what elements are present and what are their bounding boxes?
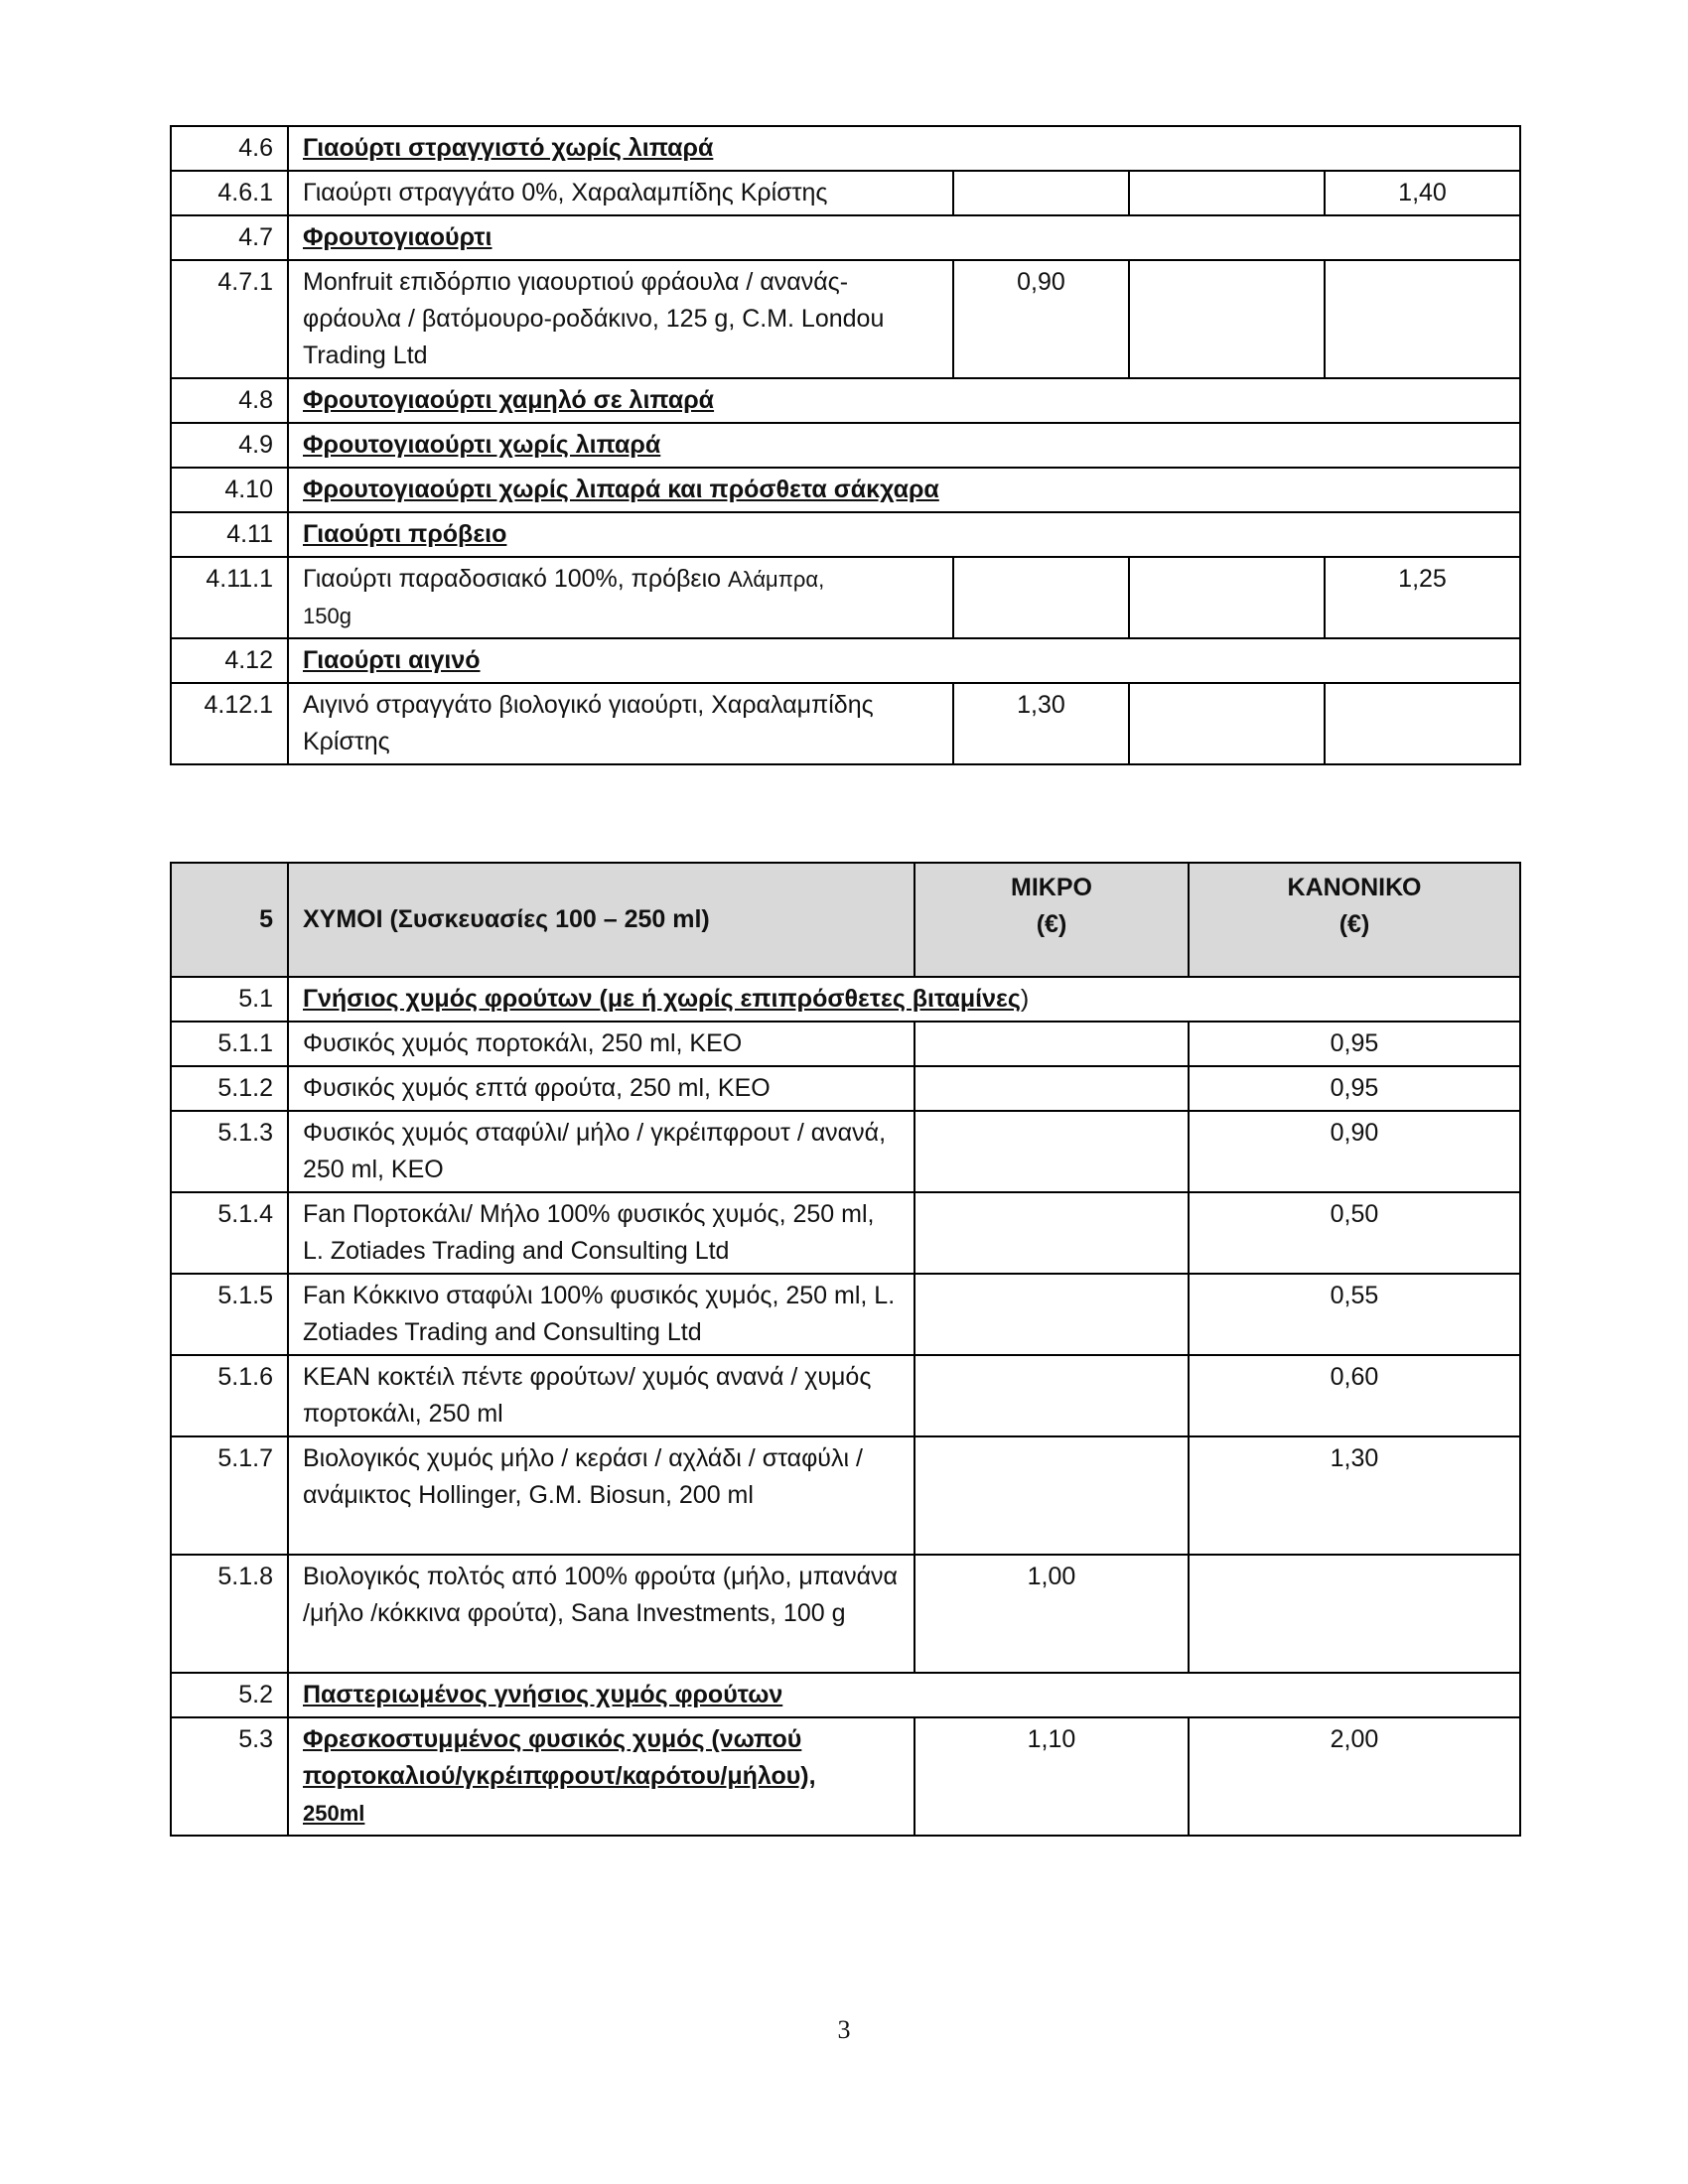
row-number: 4.7.1 (171, 260, 288, 378)
table-row (171, 977, 1520, 1022)
row-number: 5.1.3 (171, 1111, 288, 1192)
table-row (171, 1717, 1520, 1836)
table-header-row (171, 863, 1520, 977)
table-row (171, 378, 1520, 423)
row-number: 5.1.2 (171, 1066, 288, 1111)
price-small: 1,00 (914, 1555, 1189, 1673)
row-number: 4.9 (171, 423, 288, 468)
price-cell: 1,40 (1325, 171, 1520, 215)
description-text: 250ml (303, 1801, 365, 1826)
price-cell (1129, 683, 1325, 764)
row-number: 4.11.1 (171, 557, 288, 638)
item-description: Γιαούρτι στραγγάτο 0%, Χαραλαμπίδης Κρίστης (288, 171, 953, 215)
page-number: 3 (837, 2015, 851, 2044)
table-row (171, 468, 1520, 512)
table-row (171, 638, 1520, 683)
item-description: Monfruit επιδόρπιο γιαουρτιού φράουλα / ανανάς-φράουλα / βατόμουρο-ροδάκινο, 125 g, C.M. Londou Trading Ltd (288, 260, 953, 378)
price-cell (1325, 260, 1520, 378)
table-row (171, 1355, 1520, 1436)
section-label-tail: ) (1020, 985, 1030, 1013)
price-regular: 1,30 (1189, 1436, 1520, 1555)
table-row (171, 126, 1520, 171)
category-title: ΧΥΜΟΙ (Συσκευασίες 100 – 250 ml) (288, 863, 914, 977)
price-small (914, 1022, 1189, 1066)
juices-price-table (170, 862, 1521, 1837)
row-number: 4.6.1 (171, 171, 288, 215)
price-regular: 2,00 (1189, 1717, 1520, 1836)
price-regular (1189, 1555, 1520, 1673)
section-label: Φρουτογιαούρτι χαμηλό σε λιπαρά (288, 378, 1520, 423)
column-header-regular (1189, 863, 1520, 977)
price-cell (1129, 260, 1325, 378)
row-number: 5.3 (171, 1717, 288, 1836)
table-row (171, 683, 1520, 764)
price-regular: 0,55 (1189, 1274, 1520, 1355)
description-text: Αλάμπρα, (728, 567, 825, 592)
item-description: ΚΕΑΝ κοκτέιλ πέντε φρούτων/ χυμός ανανά / χυμός πορτοκάλι, 250 ml (288, 1355, 914, 1436)
price-cell (953, 557, 1129, 638)
row-number: 4.6 (171, 126, 288, 171)
row-number: 5.1.6 (171, 1355, 288, 1436)
price-small (914, 1111, 1189, 1192)
section-label: Παστεριωμένος γνήσιος χυμός φρούτων (288, 1673, 1520, 1717)
row-number: 5.1.8 (171, 1555, 288, 1673)
column-header-unit: (€) (1036, 910, 1067, 938)
column-header-text: ΜΙΚΡΟ (1011, 874, 1092, 901)
table-row (171, 423, 1520, 468)
row-number: 4.10 (171, 468, 288, 512)
section-label (288, 977, 1520, 1022)
row-number: 4.12.1 (171, 683, 288, 764)
section-label-text: Γνήσιος χυμός φρούτων (με ή χωρίς επιπρόσθετες βιταμίνες (303, 985, 1021, 1013)
price-regular: 0,60 (1189, 1355, 1520, 1436)
table-row (171, 1274, 1520, 1355)
section-label: Φρουτογιαούρτι (288, 215, 1520, 260)
item-description: Fan Κόκκινο σταφύλι 100% φυσικός χυμός, 250 ml, L. Zotiades Trading and Consulting Ltd (288, 1274, 914, 1355)
row-number: 4.11 (171, 512, 288, 557)
price-cell: 1,25 (1325, 557, 1520, 638)
price-regular: 0,95 (1189, 1022, 1520, 1066)
column-header-text: ΚΑΝΟΝΙΚΟ (1287, 874, 1422, 901)
section-label: Γιαούρτι πρόβειο (288, 512, 1520, 557)
section-label: Φρουτογιαούρτι χωρίς λιπαρά (288, 423, 1520, 468)
table-row (171, 1555, 1520, 1673)
price-small (914, 1066, 1189, 1111)
price-small (914, 1192, 1189, 1274)
item-description: Βιολογικός πολτός από 100% φρούτα (μήλο, μπανάνα /μήλο /κόκκινα φρούτα), Sana Investments, 100 g (288, 1555, 914, 1673)
price-cell (1129, 557, 1325, 638)
row-number: 5.1.5 (171, 1274, 288, 1355)
table-row (171, 1436, 1520, 1555)
price-small (914, 1436, 1189, 1555)
section-label: Φρουτογιαούρτι χωρίς λιπαρά και πρόσθετα σάκχαρα (288, 468, 1520, 512)
row-number: 5.1.7 (171, 1436, 288, 1555)
table-row (171, 1192, 1520, 1274)
table-row (171, 215, 1520, 260)
table-row (171, 1066, 1520, 1111)
table-row (171, 171, 1520, 215)
row-number: 5.1 (171, 977, 288, 1022)
table-row (171, 260, 1520, 378)
row-number: 4.12 (171, 638, 288, 683)
description-text: Φρεσκοστυμμένος φυσικός χυμός (νωπού πορτοκαλιού/γκρέιπφρουτ/καρότου/μήλου), (303, 1725, 816, 1790)
price-cell (1129, 171, 1325, 215)
price-cell: 1,30 (953, 683, 1129, 764)
section-label: Γιαούρτι αιγινό (288, 638, 1520, 683)
price-regular: 0,90 (1189, 1111, 1520, 1192)
price-small (914, 1274, 1189, 1355)
item-description: Φυσικός χυμός σταφύλι/ μήλο / γκρέιπφρουτ / ανανά, 250 ml, ΚΕΟ (288, 1111, 914, 1192)
row-number: 5.1.1 (171, 1022, 288, 1066)
item-description (288, 557, 953, 638)
item-description (288, 1717, 914, 1836)
yogurt-price-table (170, 125, 1521, 765)
price-regular: 0,50 (1189, 1192, 1520, 1274)
table-row (171, 1022, 1520, 1066)
row-number: 4.7 (171, 215, 288, 260)
price-cell (953, 171, 1129, 215)
price-small (914, 1355, 1189, 1436)
item-description: Φυσικός χυμός πορτοκάλι, 250 ml, ΚΕΟ (288, 1022, 914, 1066)
item-description: Fan Πορτοκάλι/ Μήλο 100% φυσικός χυμός, 250 ml, L. Zotiades Trading and Consulting Ltd (288, 1192, 914, 1274)
table-row (171, 512, 1520, 557)
table-row (171, 557, 1520, 638)
description-text: 150g (303, 604, 352, 628)
table-row (171, 1673, 1520, 1717)
price-cell (1325, 683, 1520, 764)
table-row (171, 1111, 1520, 1192)
item-description: Φυσικός χυμός επτά φρούτα, 250 ml, ΚΕΟ (288, 1066, 914, 1111)
category-number: 5 (171, 863, 288, 977)
section-label: Γιαούρτι στραγγιστό χωρίς λιπαρά (288, 126, 1520, 171)
row-number: 4.8 (171, 378, 288, 423)
column-header-unit: (€) (1338, 910, 1370, 938)
price-cell: 0,90 (953, 260, 1129, 378)
price-small: 1,10 (914, 1717, 1189, 1836)
item-description: Βιολογικός χυμός μήλο / κεράσι / αχλάδι / σταφύλι / ανάμικτος Hollinger, G.M. Biosun, 200 ml (288, 1436, 914, 1555)
description-text: Γιαούρτι παραδοσιακό 100%, πρόβειο (303, 565, 722, 593)
row-number: 5.2 (171, 1673, 288, 1717)
row-number: 5.1.4 (171, 1192, 288, 1274)
column-header-small (914, 863, 1189, 977)
item-description: Αιγινό στραγγάτο βιολογικό γιαούρτι, Χαραλαμπίδης Κρίστης (288, 683, 953, 764)
price-regular: 0,95 (1189, 1066, 1520, 1111)
